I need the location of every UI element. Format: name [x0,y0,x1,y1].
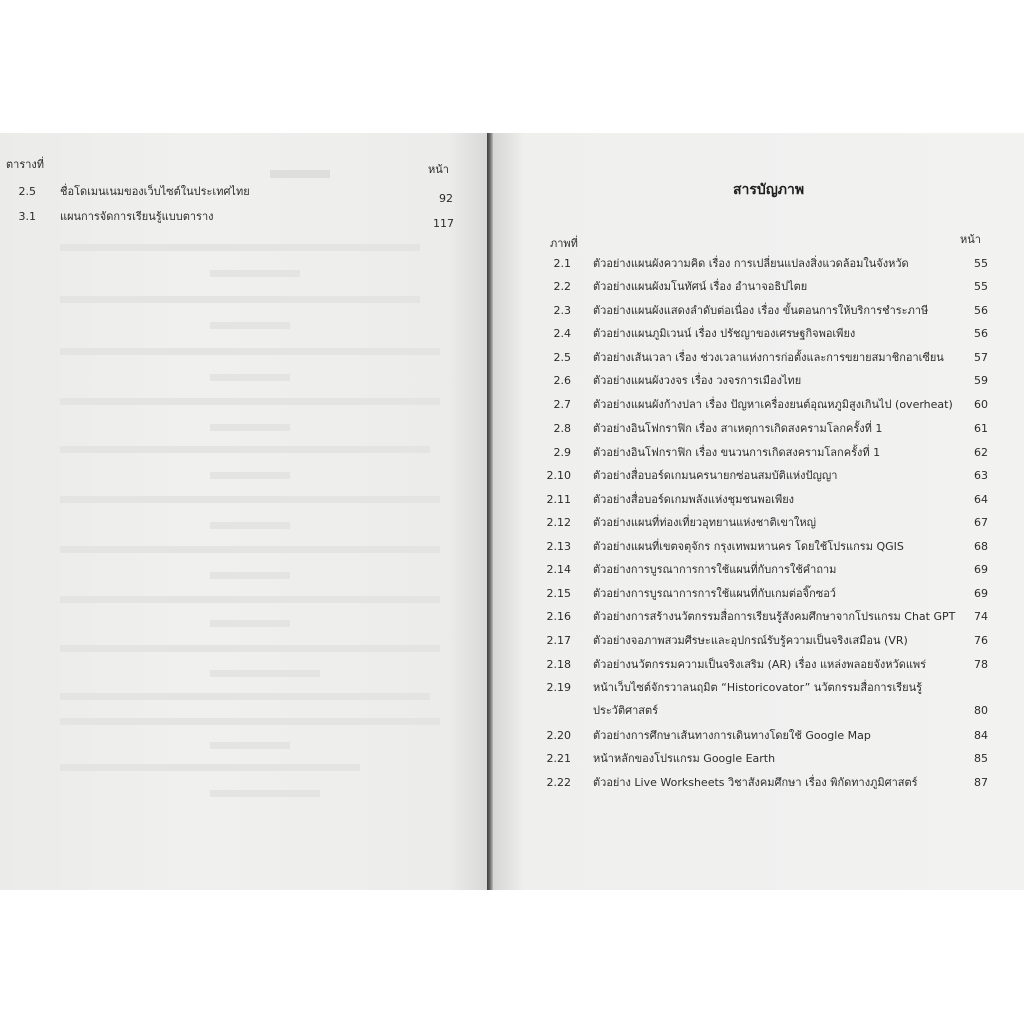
item-text: ตัวอย่างแผนที่เขตจตุจักร กรุงเทพมหานคร โดยใช้โปรแกรม QGIS [593,540,904,553]
item-text: ตัวอย่างแผนที่ท่องเที่ยวอุทยานแห่งชาติเขาใหญ่ [593,516,817,529]
item-number: 2.4 [553,327,571,340]
item-text: ตัวอย่างการบูรณาการการใช้แผนที่กับการใช้คำถาม [593,563,837,576]
item-text: ชื่อโดเมนเนมของเว็บไซต์ในประเทศไทย [60,185,250,198]
item-text: ตัวอย่างจอภาพสวมศีรษะและอุปกรณ์รับรู้ความเป็นจริงเสมือน (VR) [593,634,908,647]
item-page: 69 [974,563,988,576]
item-number: 2.9 [553,446,571,459]
item-number: 3.1 [18,210,36,223]
item-page: 62 [974,446,988,459]
item-text: ตัวอย่างสื่อบอร์ดเกมพลังแห่งชุมชนพอเพียง [593,493,795,506]
item-text: ตัวอย่างแผนภูมิเวนน์ เรื่อง ปรัชญาของเศรษฐกิจพอเพียง [593,327,856,340]
item-text: ตัวอย่างแผนผังแสดงลำดับต่อเนื่อง เรื่อง ขั้นตอนการให้บริการชำระภาษี [593,304,929,317]
item-number: 2.7 [553,398,571,411]
item-text-continued: ประวัติศาสตร์ [593,704,659,717]
item-page: 59 [974,374,988,387]
item-number: 2.15 [546,587,571,600]
item-text: ตัวอย่าง Live Worksheets วิชาสังคมศึกษา เรื่อง พิกัดทางภูมิศาสตร์ [593,776,918,789]
item-text: แผนการจัดการเรียนรู้แบบตาราง [60,210,214,223]
item-number: 2.5 [18,185,36,198]
item-number: 2.2 [553,280,571,293]
item-page: 57 [974,351,988,364]
item-page: 87 [974,776,988,789]
page-title: สารบัญภาพ [733,182,805,198]
item-text: ตัวอย่างการศึกษาเส้นทางการเดินทางโดยใช้ Google Map [593,729,871,742]
figure-list-header-label: ภาพที่ [550,237,578,250]
item-page: 67 [974,516,988,529]
item-number: 2.17 [546,634,571,647]
item-page: 64 [974,493,988,506]
item-number: 2.6 [553,374,571,387]
item-page: 84 [974,729,988,742]
item-page: 61 [974,422,988,435]
item-page: 63 [974,469,988,482]
table-list-header-label: ตารางที่ [6,158,45,171]
item-number: 2.5 [553,351,571,364]
item-page: 56 [974,304,988,317]
figure-list-header-page: หน้า [960,233,981,246]
item-page: 117 [433,217,454,230]
item-number: 2.16 [546,610,571,623]
item-page: 80 [974,704,988,717]
item-number: 2.8 [553,422,571,435]
item-text: ตัวอย่างแผนผังวงจร เรื่อง วงจรการเมืองไทย [593,374,802,387]
item-number: 2.14 [546,563,571,576]
item-number: 2.21 [546,752,571,765]
item-page: 69 [974,587,988,600]
item-text: ตัวอย่างการสร้างนวัตกรรมสื่อการเรียนรู้สังคมศึกษาจากโปรแกรม Chat GPT [593,610,956,623]
item-page: 78 [974,658,988,671]
item-number: 2.22 [546,776,571,789]
item-page: 55 [974,280,988,293]
item-page: 56 [974,327,988,340]
item-text: ตัวอย่างอินโฟกราฟิก เรื่อง ขนวนการเกิดสงครามโลกครั้งที่ 1 [593,446,881,459]
item-text: ตัวอย่างเส้นเวลา เรื่อง ช่วงเวลาแห่งการก่อตั้งและการขยายสมาชิกอาเซียน [593,351,944,364]
item-number: 2.12 [546,516,571,529]
item-page: 68 [974,540,988,553]
item-number: 2.3 [553,304,571,317]
item-text: ตัวอย่างแผนผังมโนทัศน์ เรื่อง อำนาจอธิปไตย [593,280,808,293]
item-text: ตัวอย่างแผนผังก้างปลา เรื่อง ปัญหาเครื่องยนต์อุณหภูมิสูงเกินไป (overheat) [593,398,953,411]
item-number: 2.20 [546,729,571,742]
item-page: 92 [439,192,453,205]
item-page: 74 [974,610,988,623]
table-list-header-page: หน้า [428,163,449,176]
item-page: 60 [974,398,988,411]
item-number: 2.19 [546,681,571,694]
item-text: ตัวอย่างนวัตกรรมความเป็นจริงเสริม (AR) เรื่อง แหล่งพลอยจังหวัดแพร่ [593,658,927,671]
item-text: หน้าเว็บไซต์จักรวาลนฤมิต “Historicovator” นวัตกรรมสื่อการเรียนรู้ [593,681,922,694]
item-number: 2.11 [546,493,571,506]
item-page: 85 [974,752,988,765]
item-number: 2.1 [553,257,571,270]
item-text: ตัวอย่างแผนผังความคิด เรื่อง การเปลี่ยนแปลงสิ่งแวดล้อมในจังหวัด [593,257,909,270]
item-text: ตัวอย่างอินโฟกราฟิก เรื่อง สาเหตุการเกิดสงครามโลกครั้งที่ 1 [593,422,883,435]
item-number: 2.13 [546,540,571,553]
item-page: 76 [974,634,988,647]
item-text: ตัวอย่างสื่อบอร์ดเกมนครนายกซ่อนสมบัติแห่งปัญญา [593,469,838,482]
item-number: 2.18 [546,658,571,671]
item-text: ตัวอย่างการบูรณาการการใช้แผนที่กับเกมต่อจิ๊กซอว์ [593,587,836,600]
item-page: 55 [974,257,988,270]
item-number: 2.10 [546,469,571,482]
item-text: หน้าหลักของโปรแกรม Google Earth [593,752,776,765]
